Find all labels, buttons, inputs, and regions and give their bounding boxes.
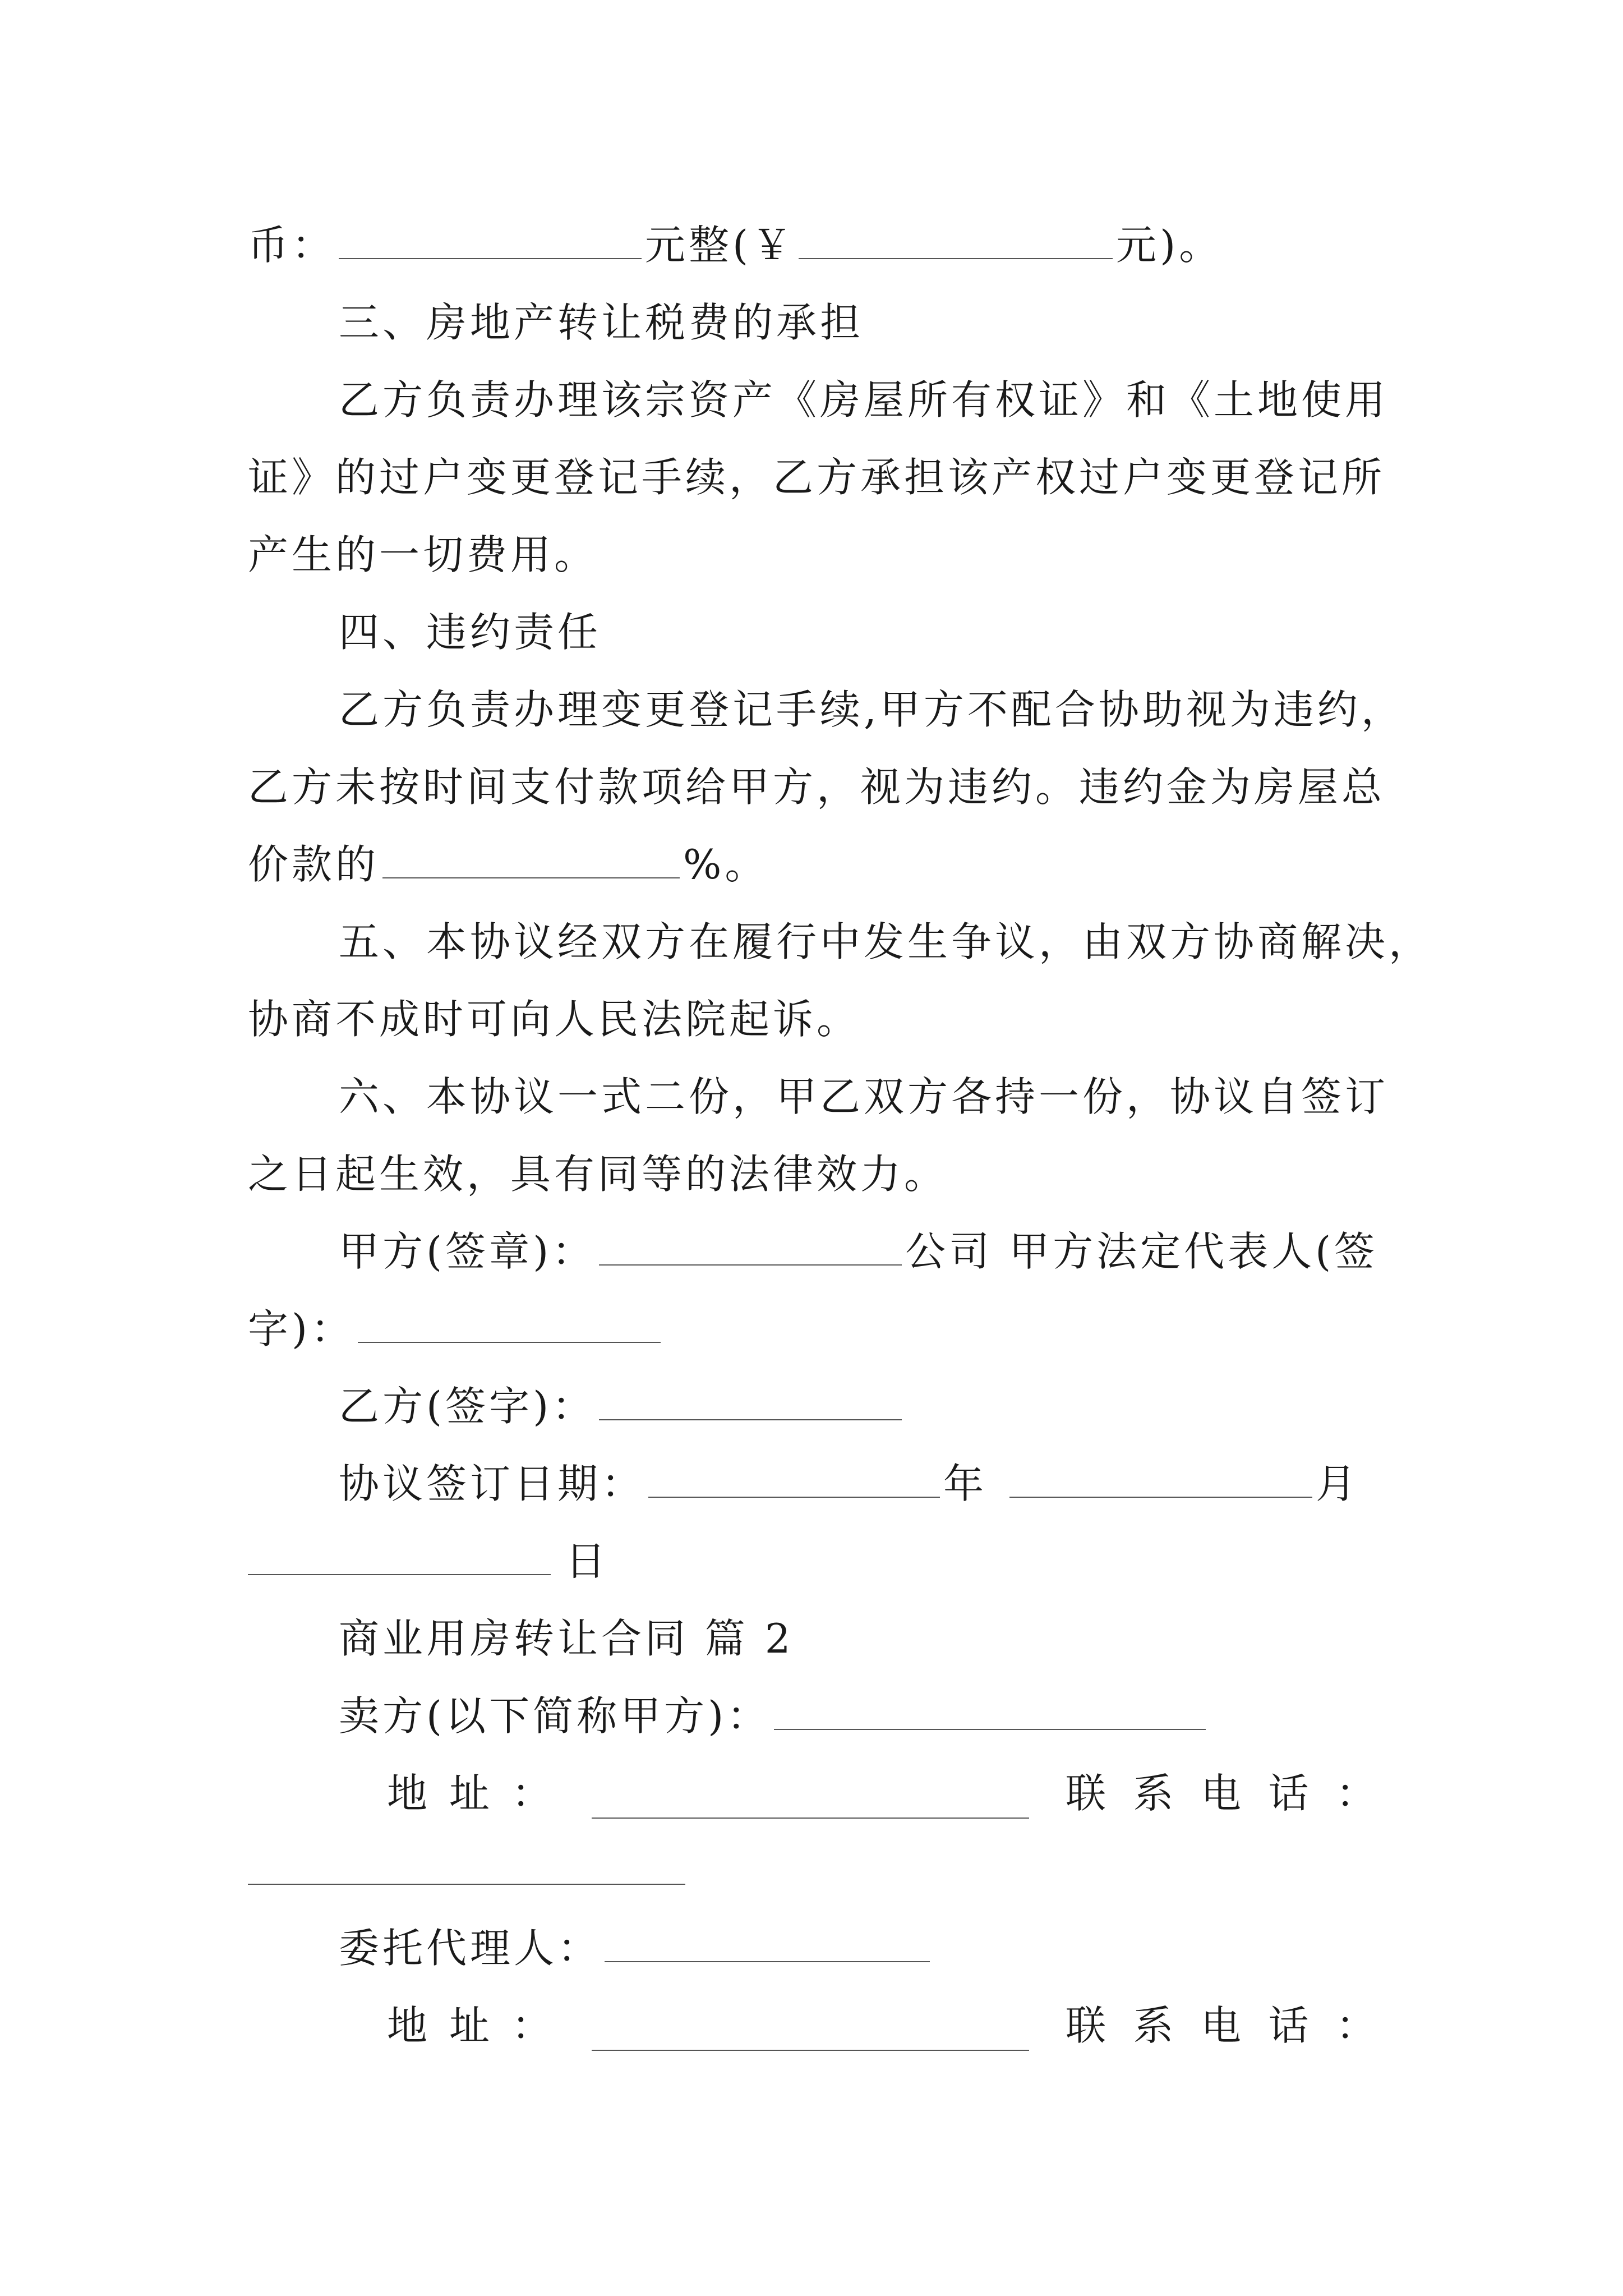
blank-field[interactable]	[774, 1694, 1206, 1730]
char: 联	[1066, 2002, 1110, 2049]
char: ：	[511, 1770, 555, 1817]
address-field[interactable]	[592, 2015, 1029, 2051]
address-label	[387, 2000, 555, 2051]
text: 公司 甲方法定代表人(签	[905, 1228, 1378, 1275]
party-a-signature	[339, 1226, 1378, 1277]
paragraph-line: 乙方负责办理变更登记手续,甲方不配合协助视为违约，	[339, 686, 1405, 733]
sign-date-line-cont	[248, 1536, 609, 1586]
blank-field[interactable]	[339, 223, 642, 259]
address-field[interactable]	[592, 1783, 1029, 1819]
text: %。	[683, 841, 769, 888]
paragraph-line: 之日起生效，具有同等的法律效力。	[248, 1151, 948, 1198]
char: 话	[1268, 1770, 1312, 1817]
blank-field[interactable]	[599, 1384, 902, 1420]
price-line	[248, 220, 1223, 270]
year-field[interactable]	[648, 1462, 940, 1498]
char: 联	[1066, 1770, 1110, 1817]
text: 元)。	[1116, 222, 1223, 269]
blank-field[interactable]	[605, 1926, 930, 1962]
char: 电	[1200, 1770, 1244, 1817]
text: 协议签订日期：	[339, 1460, 645, 1507]
text: 日	[565, 1538, 610, 1585]
paragraph-line: 证》的过户变更登记手续，乙方承担该产权过户变更登记所	[248, 454, 1386, 501]
text: 年	[943, 1460, 988, 1507]
blank-field[interactable]	[799, 223, 1113, 259]
char: 系	[1133, 2002, 1177, 2049]
char: 话	[1268, 2002, 1312, 2049]
text: 甲方(签章)：	[339, 1228, 596, 1275]
party-b-signature	[339, 1381, 905, 1432]
char: 址	[449, 1770, 493, 1817]
char: ：	[1335, 2002, 1380, 2049]
phone-field[interactable]	[248, 1849, 685, 1885]
text: 价款的	[248, 841, 380, 888]
agent-line	[339, 1923, 933, 1973]
agent-address-phone	[387, 2000, 1380, 2051]
penalty-line	[248, 839, 768, 890]
text: 币：	[248, 222, 336, 269]
section-title: 商业用房转让合同 篇 2	[339, 1615, 794, 1662]
text: 元整(￥	[645, 222, 796, 269]
paragraph-line: 六、本协议一式二份，甲乙双方各持一份，协议自签订	[339, 1073, 1389, 1120]
address-label	[387, 1768, 555, 1819]
char: 址	[449, 2002, 493, 2049]
text: 委托代理人：	[339, 1925, 602, 1972]
phone-label	[1066, 1768, 1380, 1819]
seller-phone-field-row	[248, 1846, 689, 1896]
char: 地	[387, 1770, 431, 1817]
paragraph-line: 协商不成时可向人民法院起诉。	[248, 996, 861, 1043]
sign-date-line	[339, 1458, 1359, 1509]
paragraph-line: 五、本协议经双方在履行中发生争议，由双方协商解决，	[339, 918, 1433, 965]
char: 系	[1133, 1770, 1177, 1817]
day-field[interactable]	[248, 1539, 551, 1575]
blank-field[interactable]	[358, 1307, 661, 1343]
char: ：	[511, 2002, 555, 2049]
seller-line	[339, 1691, 1209, 1741]
text: 月	[1316, 1460, 1360, 1507]
text: 字)：	[248, 1305, 355, 1352]
paragraph-line: 乙方未按时间支付款项给甲方，视为违约。违约金为房屋总	[248, 763, 1386, 811]
blank-field[interactable]	[599, 1230, 902, 1266]
phone-label	[1066, 2000, 1380, 2051]
month-field[interactable]	[1009, 1462, 1312, 1498]
char: 电	[1200, 2002, 1244, 2049]
paragraph-line: 产生的一切费用。	[248, 531, 598, 578]
section-heading: 四、违约责任	[339, 609, 602, 656]
seller-address-phone	[387, 1768, 1380, 1819]
text: 乙方(签字)：	[339, 1383, 596, 1430]
blank-field[interactable]	[382, 843, 680, 878]
char: ：	[1335, 1770, 1380, 1817]
section-heading: 三、房地产转让税费的承担	[339, 299, 864, 346]
char: 地	[387, 2002, 431, 2049]
paragraph-line: 乙方负责办理该宗资产《房屋所有权证》和《土地使用	[339, 376, 1389, 424]
text: 卖方(以下简称甲方)：	[339, 1692, 771, 1740]
party-a-signature-cont	[248, 1304, 664, 1354]
